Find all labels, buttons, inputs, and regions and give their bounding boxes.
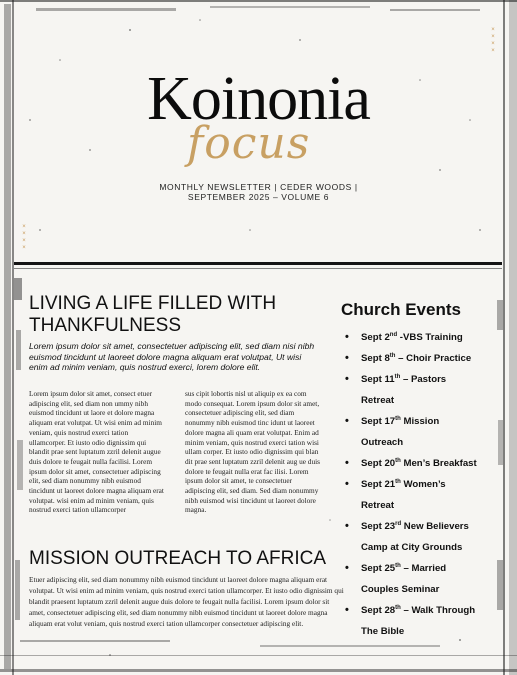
section-divider-thin xyxy=(14,268,502,269)
masthead-subtitle: focus xyxy=(187,118,311,169)
event-item-continuation: The Bible xyxy=(361,626,405,637)
article-lead: Lorem ipsum dolor sit amet, consectetuer adipiscing elit, sed diam nisi nibh euismod tincidunt ut laoreet dolore magna aliquam erat volutpat, Ut wisi enim ad minim veniam, quis nostrud exerci, lorem dolore elit. xyxy=(29,341,315,372)
event-date: Sept 2 xyxy=(361,332,390,343)
headline-line-2: THANKFULNESS xyxy=(29,315,182,336)
event-label: – Pastors xyxy=(400,374,447,385)
event-item xyxy=(345,516,505,537)
event-item-continuation: Retreat xyxy=(361,500,395,511)
event-item xyxy=(345,558,505,579)
event-date: Sept 21 xyxy=(361,479,396,490)
events-title: Church Events xyxy=(341,300,461,319)
article-headline xyxy=(29,293,319,337)
event-date-suffix: th xyxy=(395,415,401,422)
event-item-continuation: Outreach xyxy=(361,437,404,448)
event-date-suffix: th xyxy=(395,478,401,485)
event-date-suffix: rd xyxy=(395,520,402,527)
event-item xyxy=(345,348,505,369)
section-divider xyxy=(14,262,502,265)
event-label: Men’s Breakfast xyxy=(400,458,477,469)
article-column-2: sus cipit lobortis nisl ut aliquip ex ea com modo consequat. Lorem ipsum dolor sit amet, consectetuer adipiscing elit, sed diam nonummy nibh euismod tinc idunt ut laoreet dolore magna ali quam erat volutpat. Enim ad minim veniam, quis nostrud exerci tation wisi ullam corper. Et iusto odio dignissim qui blan dit prae sent luptatum zzril delenit aug ue duis dolore te feugait nulla erat fac ilisi. Lorem ipsum dolor sit amet, te consectetuer adipiscing elit, sed diam. Sed diam nonummy nibh euismod wisi tincidunt ut laoreet dolore magna. xyxy=(185,389,320,515)
masthead-title: Koinonia xyxy=(147,65,370,133)
event-date-suffix: th xyxy=(395,457,401,464)
issue-meta-line2: SEPTEMBER 2025 – VOLUME 6 xyxy=(187,192,330,202)
event-label: -VBS Training xyxy=(397,332,463,343)
event-date: Sept 11 xyxy=(361,374,395,385)
event-label: – Married xyxy=(400,563,447,574)
event-item xyxy=(345,369,505,390)
article2-headline: MISSION OUTREACH TO AFRICA xyxy=(29,548,327,569)
event-item xyxy=(345,327,505,348)
event-label: New Believers xyxy=(401,521,469,532)
event-label: Women’s xyxy=(400,479,446,490)
decorative-x-marks: × × × × xyxy=(22,224,26,251)
issue-meta-line1: MONTHLY NEWSLETTER | CEDER WOODS | xyxy=(159,182,358,192)
event-date: Sept 23 xyxy=(361,521,396,532)
decorative-x-marks: × × × × xyxy=(491,27,495,54)
events-list xyxy=(345,327,505,642)
event-item xyxy=(345,600,505,621)
event-item xyxy=(345,474,505,495)
event-item xyxy=(345,453,505,474)
event-item xyxy=(345,411,505,432)
event-label: Mission xyxy=(400,416,440,427)
event-date: Sept 8 xyxy=(361,353,390,364)
event-item-continuation: Camp at City Grounds xyxy=(361,542,463,553)
event-date-suffix: th xyxy=(395,604,401,611)
headline-line-1: LIVING A LIFE FILLED WITH xyxy=(29,293,277,314)
event-label: – Choir Practice xyxy=(395,353,472,364)
event-date: Sept 20 xyxy=(361,458,396,469)
article-column-1: Lorem ipsum dolor sit amet, consect etuer adipiscing elit, sed diam non ummy nibh euismod tincidunt ut laore et dolore magna aliquam erat volutpat. Ut wisi enim ad minim veniam, quis nostrud exerci tation ullamcorper. Et iusto odio dignissim qui blandit prae sent luptatum zzril delenit augue duis dolore te feugait nulla facilisi. Lorem ipsum dolor sit amet, consectetuer adipiscing elit, sed diam nonummy nibh euismod tincidunt ut laoreet dolore magna aliquam erat volutpat. wisi enim ad minim veniam, quis nostrud exerci tation ullamcorper xyxy=(29,389,164,515)
event-date: Sept 17 xyxy=(361,416,396,427)
event-date-suffix: th xyxy=(395,562,401,569)
event-date-suffix: nd xyxy=(389,331,398,338)
event-item-continuation: Couples Seminar xyxy=(361,584,440,595)
event-date-suffix: th xyxy=(394,373,401,380)
event-item-continuation: Retreat xyxy=(361,395,395,406)
article2-body: Etuer adipiscing elit, sed diam nonummy nibh euismod tincidunt ut laoreet dolore magna aliquam erat volutpat. Ut wisi enim ad minim veniam, quis nostrud exerci tation ullamcorper. Et iusto odio dignissim qui blandit praesent luptatum zzril delenit augue duis dolore te feugait nulla facilisi. Lorem ipsum dolor sit amet, consectetuer adipiscing elit, sed diam nonummy nibh euismod tincidunt ut laoreet dolore magna aliquam erat volut veniam, quis nostrud exerci tation ullamcorper consectetuer adipiscing elit. xyxy=(29,575,344,628)
event-date: Sept 25 xyxy=(361,563,396,574)
event-date-suffix: th xyxy=(389,352,396,359)
event-date: Sept 28 xyxy=(361,605,396,616)
event-label: – Walk Through xyxy=(400,605,476,616)
